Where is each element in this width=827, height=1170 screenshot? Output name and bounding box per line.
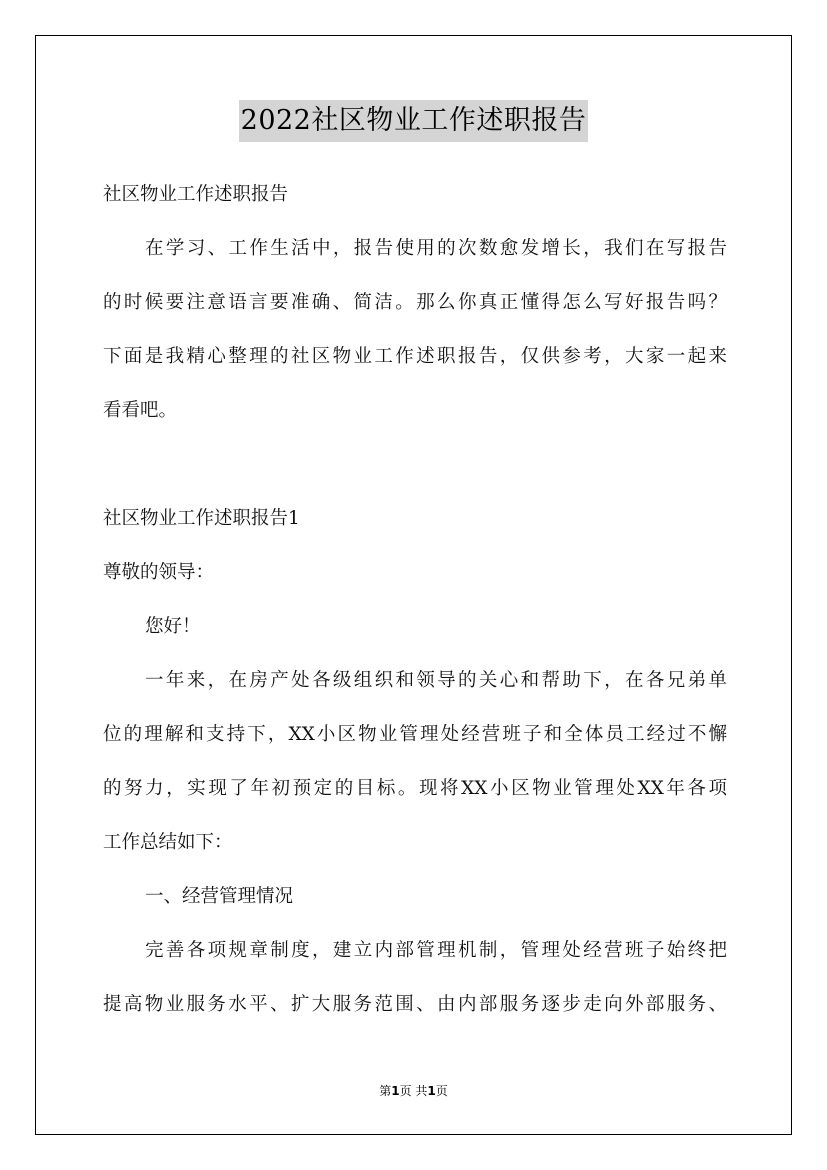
section-heading: 社区物业工作述职报告 [103, 184, 289, 205]
page-footer [0, 1082, 827, 1099]
subsection-heading: 一、经营管理情况 [145, 886, 294, 907]
page-mid: 页 共 [399, 1084, 428, 1098]
page-prefix: 第 [379, 1084, 392, 1098]
paragraph-line: 看看吧。 [103, 400, 178, 421]
paragraph-line: 完善各项规章制度，建立内部管理机制，管理处经营班子始终把 [145, 940, 727, 961]
paragraph-line: 工作总结如下： [103, 832, 233, 853]
paragraph-line: 提高物业服务水平、扩大服务范围、由内部服务逐步走向外部服务、 [103, 994, 727, 1015]
page-current: 1 [391, 1084, 400, 1098]
paragraph-line: 位的理解和支持下，XX小区物业管理处经营班子和全体员工经过不懈 [103, 724, 727, 745]
title-container [0, 100, 827, 142]
paragraph-line: 在学习、工作生活中，报告使用的次数愈发增长，我们在写报告 [145, 238, 727, 259]
document-title: 2022社区物业工作述职报告 [239, 100, 589, 142]
greeting: 您好！ [145, 616, 201, 637]
paragraph-line: 下面是我精心整理的社区物业工作述职报告，仅供参考，大家一起来 [103, 346, 727, 367]
blank-line [103, 438, 727, 492]
paragraph-line: 一年来，在房产处各级组织和领导的关心和帮助下，在各兄弟单 [145, 670, 727, 691]
paragraph-line: 的时候要注意语言要准确、简洁。那么你真正懂得怎么写好报告吗？ [103, 292, 727, 313]
salutation: 尊敬的领导： [103, 562, 215, 583]
page-total: 1 [427, 1084, 436, 1098]
paragraph-line: 的努力，实现了年初预定的目标。现将XX小区物业管理处XX年各项 [103, 778, 727, 799]
page-suffix: 页 [435, 1084, 448, 1098]
document-body [103, 168, 727, 1032]
section-heading: 社区物业工作述职报告1 [103, 508, 300, 529]
